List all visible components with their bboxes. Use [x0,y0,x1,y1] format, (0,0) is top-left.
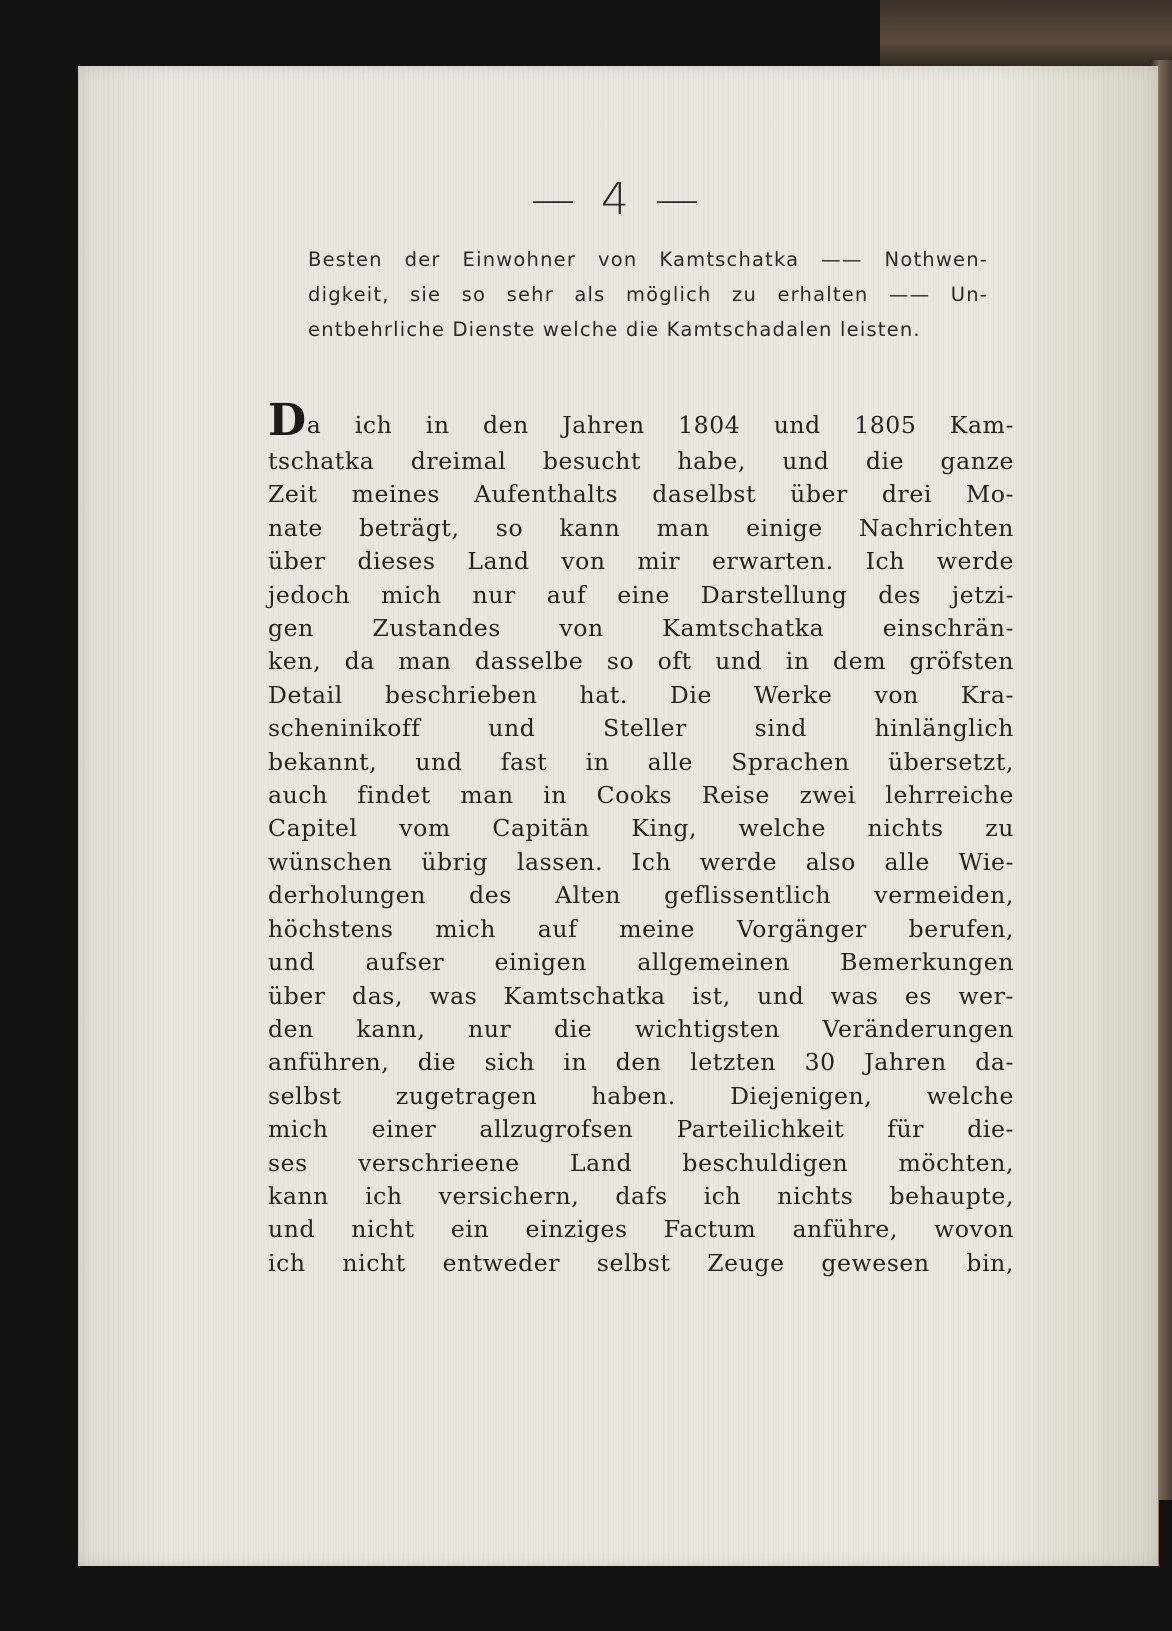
chapter-summary [308,242,988,347]
body-line: den kann, nur die wichtigsten Veränderungen [268,1014,1014,1043]
body-line: mich einer allzugrofsen Parteilichkeit für die- [268,1115,1014,1144]
body-line: Detail beschrieben hat. Die Werke von Kra- [268,680,1014,709]
body-first-line [268,395,1014,446]
book-page [78,66,1158,1566]
first-line-text: a ich in den Jahren 1804 und 1805 Kam- [306,411,1014,439]
drop-cap: D [268,395,307,446]
body-line: tschatka dreimal besucht habe, und die ganze [268,447,1014,475]
body-line: kann ich versichern, dafs ich nichts behaupte, [268,1181,1014,1210]
body-line: auch findet man in Cooks Reise zwei lehrreiche [268,781,1014,810]
book-binding-top [880,0,1172,70]
body-line: ken, da man dasselbe so oft und in dem gröfsten [268,647,1014,676]
body-line: Capitel vom Capitän King, welche nichts zu [268,814,1014,843]
page-number: — 4 — [531,174,705,225]
body-line: über dieses Land von mir erwarten. Ich werde [268,547,1014,576]
body-line: derholungen des Alten geflissentlich vermeiden, [268,881,1014,910]
summary-line: entbehrliche Dienste welche die Kamtschadalen leisten. [308,318,921,341]
body-line: und aufser einigen allgemeinen Bemerkungen [268,948,1014,977]
body-line: gen Zustandes von Kamtschatka einschrän- [268,614,1014,643]
body-line: über das, was Kamtschatka ist, und was es wer- [268,981,1014,1010]
body-line: Zeit meines Aufenthalts daselbst über drei Mo- [268,480,1014,509]
body-line: ses verschrieene Land beschuldigen möchten, [268,1148,1014,1177]
body-line: selbst zugetragen haben. Diejenigen, welche [268,1081,1014,1110]
body-paragraph [268,395,1014,1280]
summary-line: Besten der Einwohner von Kamtschatka —— Nothwen- [308,248,988,271]
body-line: anführen, die sich in den letzten 30 Jahren da- [268,1048,1014,1077]
body-line: ich nicht entweder selbst Zeuge gewesen bin, [268,1248,1014,1277]
summary-line: digkeit, sie so sehr als möglich zu erhalten —— Un- [308,283,988,306]
body-line: und nicht ein einziges Factum anführe, wovon [268,1215,1014,1244]
body-line: scheninikoff und Steller sind hinlänglich [268,714,1014,743]
body-line: höchstens mich auf meine Vorgänger berufen, [268,914,1014,943]
body-line: nate beträgt, so kann man einige Nachrichten [268,513,1014,542]
body-line: bekannt, und fast in alle Sprachen übersetzt, [268,747,1014,776]
body-line: wünschen übrig lassen. Ich werde also alle Wie- [268,847,1014,876]
body-line: jedoch mich nur auf eine Darstellung des jetzi- [268,580,1014,609]
